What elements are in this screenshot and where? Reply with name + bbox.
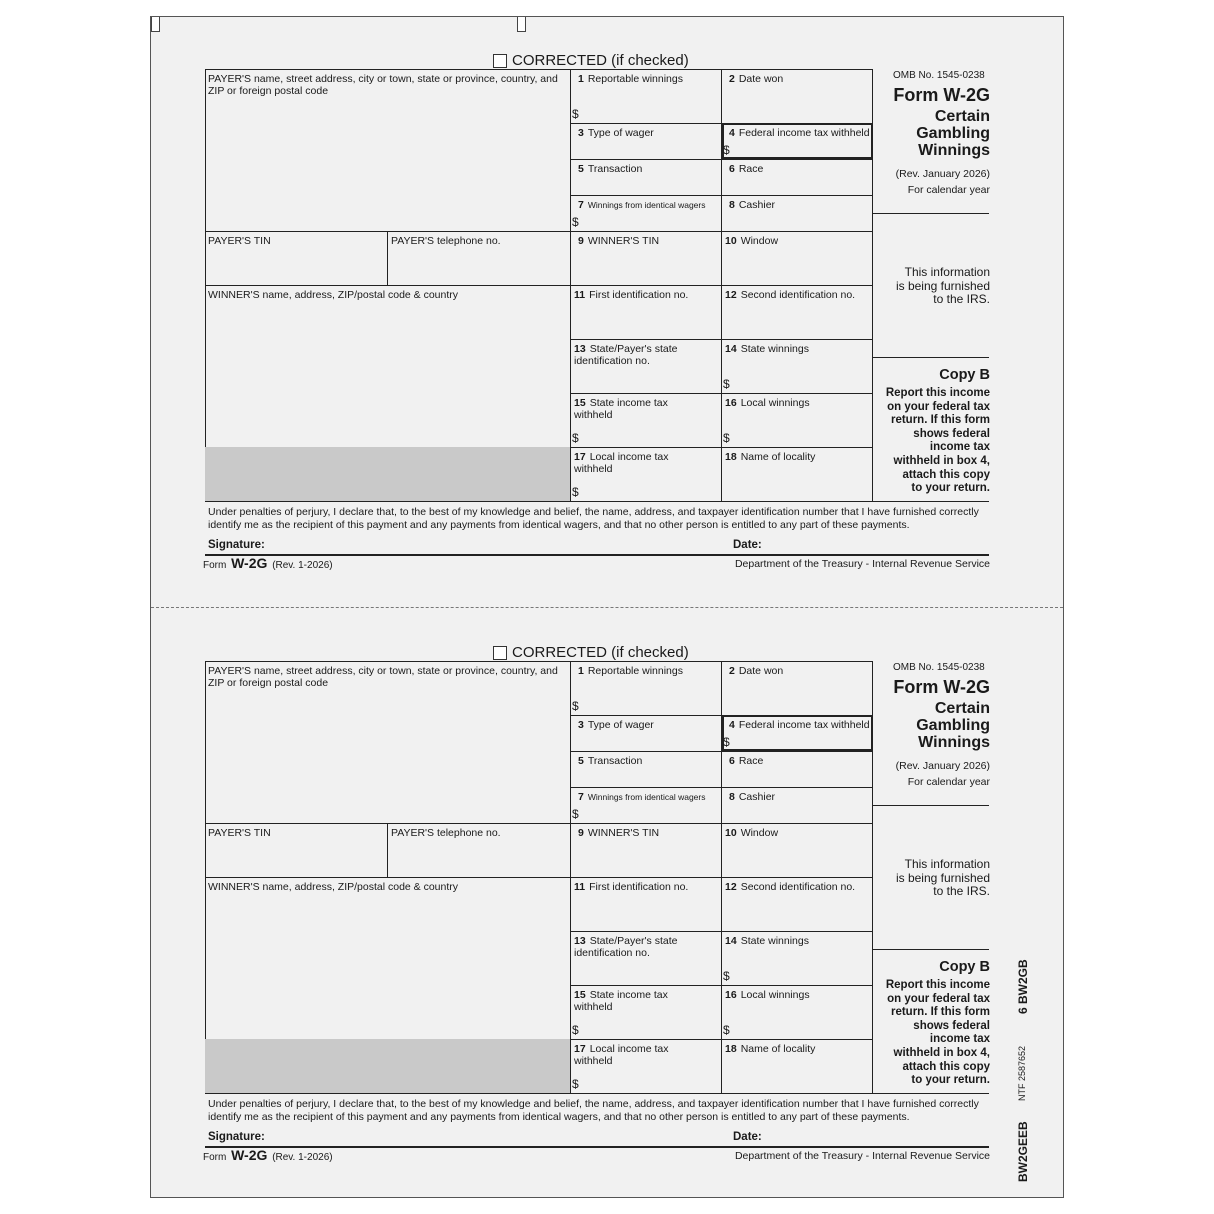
box-15-dollar: $ bbox=[572, 1023, 579, 1037]
box-7-label: 7 Winnings from identical wagers bbox=[578, 791, 706, 803]
form-copy-upper bbox=[151, 17, 1065, 609]
box-2-label: 2 Date won bbox=[729, 73, 784, 85]
side-code-ntf: NTF 2587652 bbox=[1017, 1045, 1027, 1101]
calendar-year: For calendar year bbox=[907, 184, 990, 196]
date-label: Date: bbox=[733, 1131, 762, 1143]
rev-date: (Rev. January 2026) bbox=[895, 168, 990, 180]
payer-phone-label: PAYER'S telephone no. bbox=[391, 235, 501, 247]
corrected-label: CORRECTED (if checked) bbox=[512, 52, 689, 69]
winner-name-label: WINNER'S name, address, ZIP/postal code & country bbox=[208, 289, 459, 301]
box-17-label: 17 Local income tax withheld bbox=[574, 451, 669, 475]
box-15-label: 15 State income tax withheld bbox=[574, 397, 668, 421]
box-8-label: 8 Cashier bbox=[729, 199, 776, 211]
form-subtitle: Certain Gambling Winnings bbox=[916, 700, 990, 751]
side-code-top: 6 BW2GB bbox=[1016, 959, 1030, 1014]
box-16-label: 16 Local winnings bbox=[725, 397, 810, 409]
box-2-label: 2 Date won bbox=[729, 665, 784, 677]
form-copy-lower bbox=[151, 609, 1065, 1201]
irs-note: This information is being furnished to the IRS. bbox=[895, 857, 990, 898]
corrected-checkbox[interactable] bbox=[493, 54, 507, 68]
box-7-dollar: $ bbox=[572, 807, 579, 821]
box-18-label: 18 Name of locality bbox=[725, 451, 816, 463]
box-4-label: 4 Federal income tax withheld bbox=[729, 719, 870, 731]
copy-label: Copy B bbox=[939, 959, 990, 975]
irs-note: This information is being furnished to the IRS. bbox=[895, 265, 990, 306]
form-sheet bbox=[150, 16, 1064, 1198]
box-7-label: 7 Winnings from identical wagers bbox=[578, 199, 706, 211]
box-16-label: 16 Local winnings bbox=[725, 989, 810, 1001]
perjury-statement: Under penalties of perjury, I declare that, to the best of my knowledge and belief, the name, address, and taxpayer identification number that I have furnished correctly identify me as the recipient of this payment and any payments from identical wagers, and that no other person is entitled to any part of these payments. bbox=[208, 1098, 979, 1123]
box-1-label: 1 Reportable winnings bbox=[578, 73, 683, 85]
box-6-label: 6 Race bbox=[729, 163, 764, 175]
rev-date-block bbox=[896, 166, 990, 198]
omb-number: OMB No. 1545-0238 bbox=[893, 70, 985, 81]
box-1-dollar: $ bbox=[572, 699, 579, 713]
box-17-label: 17 Local income tax withheld bbox=[574, 1043, 669, 1067]
box-15-dollar: $ bbox=[572, 431, 579, 445]
box-18-label: 18 Name of locality bbox=[725, 1043, 816, 1055]
box-5-label: 5 Transaction bbox=[578, 755, 643, 767]
side-code-bottom: BW2GEEB bbox=[1016, 1121, 1030, 1182]
box-13-label: 13 State/Payer's state identification no. bbox=[574, 343, 678, 367]
corrected-checkbox-row bbox=[493, 52, 689, 69]
signature-label: Signature: bbox=[208, 539, 265, 551]
box-4-dollar: $ bbox=[723, 735, 730, 749]
payer-phone-label: PAYER'S telephone no. bbox=[391, 827, 501, 839]
box-3-label: 3 Type of wager bbox=[578, 719, 654, 731]
box-17-dollar: $ bbox=[572, 1077, 579, 1091]
date-label: Date: bbox=[733, 539, 762, 551]
payer-name-label: PAYER'S name, street address, city or town, state or province, country, and ZIP or foreign postal code bbox=[208, 665, 558, 689]
footer-form-id: Form W-2G (Rev. 1-2026) bbox=[203, 1147, 333, 1163]
perjury-statement: Under penalties of perjury, I declare that, to the best of my knowledge and belief, the name, address, and taxpayer identification number that I have furnished correctly identify me as the recipient of this payment and any payments from identical wagers, and that no other person is entitled to any part of these payments. bbox=[208, 506, 979, 531]
calendar-year: For calendar year bbox=[907, 776, 990, 788]
box-4-label: 4 Federal income tax withheld bbox=[729, 127, 870, 139]
box-10-label: 10 Window bbox=[725, 235, 779, 247]
box-1-label: 1 Reportable winnings bbox=[578, 665, 683, 677]
box-16-dollar: $ bbox=[723, 431, 730, 445]
rev-date-block bbox=[896, 758, 990, 790]
corrected-checkbox[interactable] bbox=[493, 646, 507, 660]
box-4-dollar: $ bbox=[723, 143, 730, 157]
box-8-label: 8 Cashier bbox=[729, 791, 776, 803]
form-title: Form W-2G bbox=[893, 85, 990, 105]
box-11-label: 11 First identification no. bbox=[574, 881, 689, 893]
box-17-dollar: $ bbox=[572, 485, 579, 499]
shaded-area bbox=[205, 447, 570, 501]
box-14-label: 14 State winnings bbox=[725, 343, 809, 355]
box-14-dollar: $ bbox=[723, 377, 730, 391]
box-16-dollar: $ bbox=[723, 1023, 730, 1037]
box-11-label: 11 First identification no. bbox=[574, 289, 689, 301]
box-14-label: 14 State winnings bbox=[725, 935, 809, 947]
box-6-label: 6 Race bbox=[729, 755, 764, 767]
copy-instructions: Report this income on your federal tax return. If this form shows federal income tax withheld in box 4, attach this copy to your return. bbox=[885, 979, 990, 1087]
form-title: Form W-2G bbox=[893, 677, 990, 697]
corrected-checkbox-row bbox=[493, 644, 689, 661]
omb-number: OMB No. 1545-0238 bbox=[893, 662, 985, 673]
box-1-dollar: $ bbox=[572, 107, 579, 121]
winner-name-label: WINNER'S name, address, ZIP/postal code & country bbox=[208, 881, 459, 893]
box-10-label: 10 Window bbox=[725, 827, 779, 839]
signature-label: Signature: bbox=[208, 1131, 265, 1143]
department-label: Department of the Treasury - Internal Revenue Service bbox=[734, 558, 990, 570]
box-3-label: 3 Type of wager bbox=[578, 127, 654, 139]
box-9-label: 9 WINNER'S TIN bbox=[578, 827, 660, 839]
copy-instructions: Report this income on your federal tax return. If this form shows federal income tax withheld in box 4, attach this copy to your return. bbox=[885, 387, 990, 495]
payer-tin-label: PAYER'S TIN bbox=[208, 235, 271, 247]
shaded-area bbox=[205, 1039, 570, 1093]
payer-name-label: PAYER'S name, street address, city or town, state or province, country, and ZIP or foreign postal code bbox=[208, 73, 558, 97]
box-12-label: 12 Second identification no. bbox=[725, 289, 856, 301]
box-7-dollar: $ bbox=[572, 215, 579, 229]
box-15-label: 15 State income tax withheld bbox=[574, 989, 668, 1013]
box-12-label: 12 Second identification no. bbox=[725, 881, 856, 893]
corrected-label: CORRECTED (if checked) bbox=[512, 644, 689, 661]
department-label: Department of the Treasury - Internal Revenue Service bbox=[734, 1150, 990, 1162]
payer-tin-label: PAYER'S TIN bbox=[208, 827, 271, 839]
form-subtitle: Certain Gambling Winnings bbox=[916, 108, 990, 159]
box-14-dollar: $ bbox=[723, 969, 730, 983]
box-9-label: 9 WINNER'S TIN bbox=[578, 235, 660, 247]
footer-form-id: Form W-2G (Rev. 1-2026) bbox=[203, 555, 333, 571]
copy-label: Copy B bbox=[939, 367, 990, 383]
box-13-label: 13 State/Payer's state identification no. bbox=[574, 935, 678, 959]
box-5-label: 5 Transaction bbox=[578, 163, 643, 175]
rev-date: (Rev. January 2026) bbox=[895, 760, 990, 772]
